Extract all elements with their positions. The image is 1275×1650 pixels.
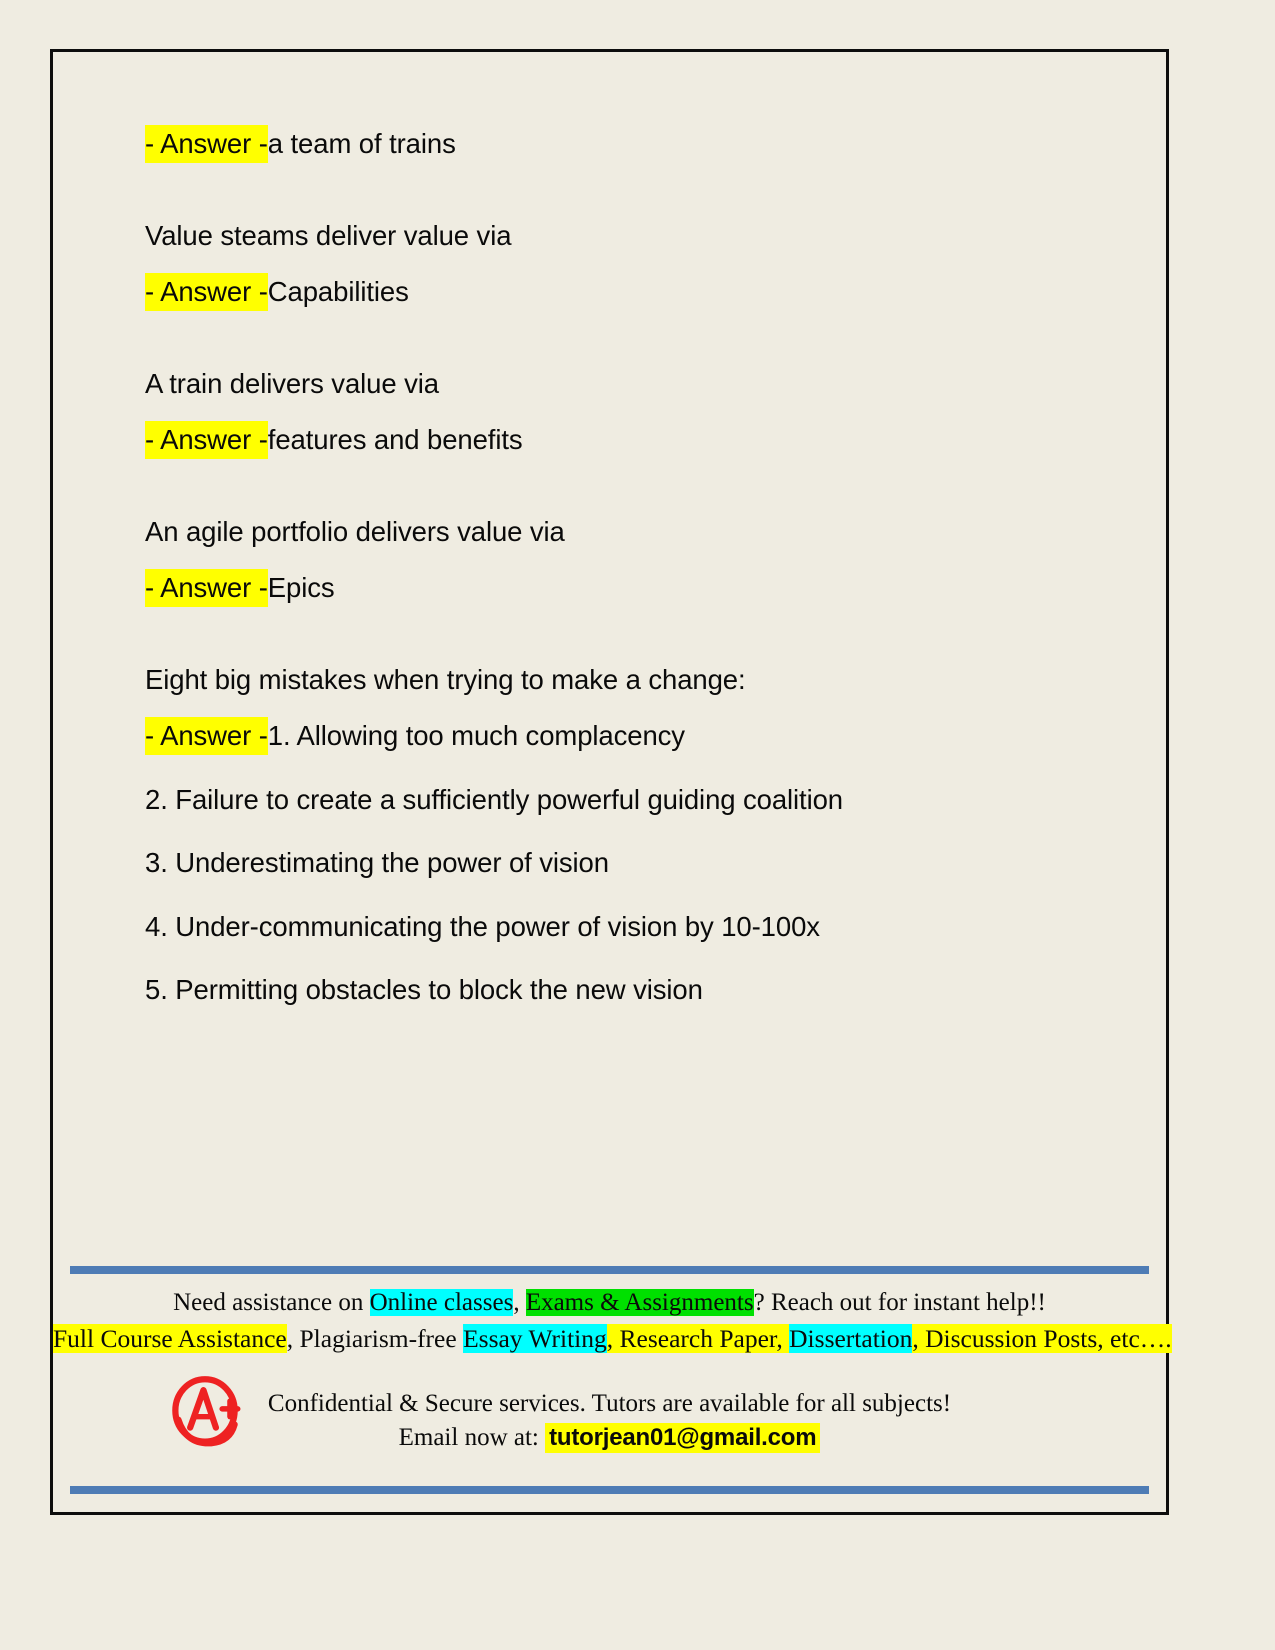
spacer <box>145 397 1105 426</box>
document-body <box>145 130 1105 1004</box>
spacer <box>145 249 1105 278</box>
answer-text: a team of trains <box>267 128 456 159</box>
ad-confidential-note: Confidential & Secure services. Tutors are available for all subjects! <box>267 1390 952 1417</box>
footer-advertisement <box>53 1246 1172 1512</box>
divider-top <box>70 1266 1149 1274</box>
spacer <box>145 158 1105 222</box>
ad-service-exams-assignments: Exams & Assignments <box>525 1289 754 1316</box>
ad-headline-mid: , <box>513 1289 526 1316</box>
ad-service-essay-writing: Essay Writing <box>463 1324 607 1353</box>
ad-service-research-paper: , Research Paper, <box>606 1324 790 1353</box>
spacer <box>145 602 1105 666</box>
answer-label: - Answer - <box>145 421 268 459</box>
answer-text: Epics <box>267 572 335 603</box>
mistake-item-4: 4. Under-communicating the power of vision by 10-100x <box>145 910 820 942</box>
spacer <box>145 750 1105 786</box>
mistake-item-5: 5. Permitting obstacles to block the new vision <box>145 974 703 1005</box>
ad-service-online-classes: Online classes <box>369 1289 514 1316</box>
ad-headline-post: ? Reach out for instant help!! <box>753 1289 1046 1316</box>
ad-headline <box>53 1289 1166 1317</box>
ad-headline-pre: Need assistance on <box>173 1289 370 1316</box>
divider-bottom <box>70 1486 1149 1494</box>
spacer <box>145 813 1105 849</box>
ad-service-full-course: Full Course Assistance <box>53 1324 287 1353</box>
answer-text: 1. Allowing too much complacency <box>267 720 685 751</box>
ad-email-line <box>53 1424 1166 1452</box>
ad-email-address[interactable]: tutorjean01@gmail.com <box>545 1423 820 1453</box>
question-train-delivers: A train delivers value via <box>145 367 439 399</box>
spacer <box>145 693 1105 722</box>
spacer <box>145 306 1105 370</box>
answer-label: - Answer - <box>145 125 268 163</box>
answer-line-features-benefits <box>145 426 1105 454</box>
mistake-item-3: 3. Underestimating the power of vision <box>145 847 609 878</box>
spacer <box>145 545 1105 574</box>
answer-text: Capabilities <box>267 276 409 307</box>
question-value-steams: Value steams deliver value via <box>145 219 512 251</box>
ad-service-discussion-posts: , Discussion Posts, etc…. <box>912 1324 1172 1353</box>
answer-line-mistake-1 <box>145 722 1105 750</box>
ad-email-prefix: Email now at: <box>398 1424 546 1451</box>
answer-text: features and benefits <box>267 424 523 455</box>
question-agile-portfolio: An agile portfolio delivers value via <box>145 515 565 547</box>
answer-line-capabilities <box>145 278 1105 306</box>
answer-line-team-of-trains <box>145 130 1105 158</box>
ad-services-list <box>53 1324 1172 1354</box>
spacer <box>145 940 1105 976</box>
answer-label: - Answer - <box>145 717 268 755</box>
answer-label: - Answer - <box>145 569 268 607</box>
spacer <box>145 454 1105 518</box>
ad-service-dissertation: Dissertation <box>789 1324 913 1353</box>
answer-label: - Answer - <box>145 273 268 311</box>
question-eight-big-mistakes: Eight big mistakes when trying to make a change: <box>145 663 746 695</box>
spacer <box>145 877 1105 913</box>
mistake-item-2: 2. Failure to create a sufficiently powerful guiding coalition <box>145 783 843 815</box>
document-page <box>50 49 1172 1515</box>
answer-line-epics <box>145 574 1105 602</box>
ad-services-mid: , Plagiarism-free <box>286 1324 464 1353</box>
